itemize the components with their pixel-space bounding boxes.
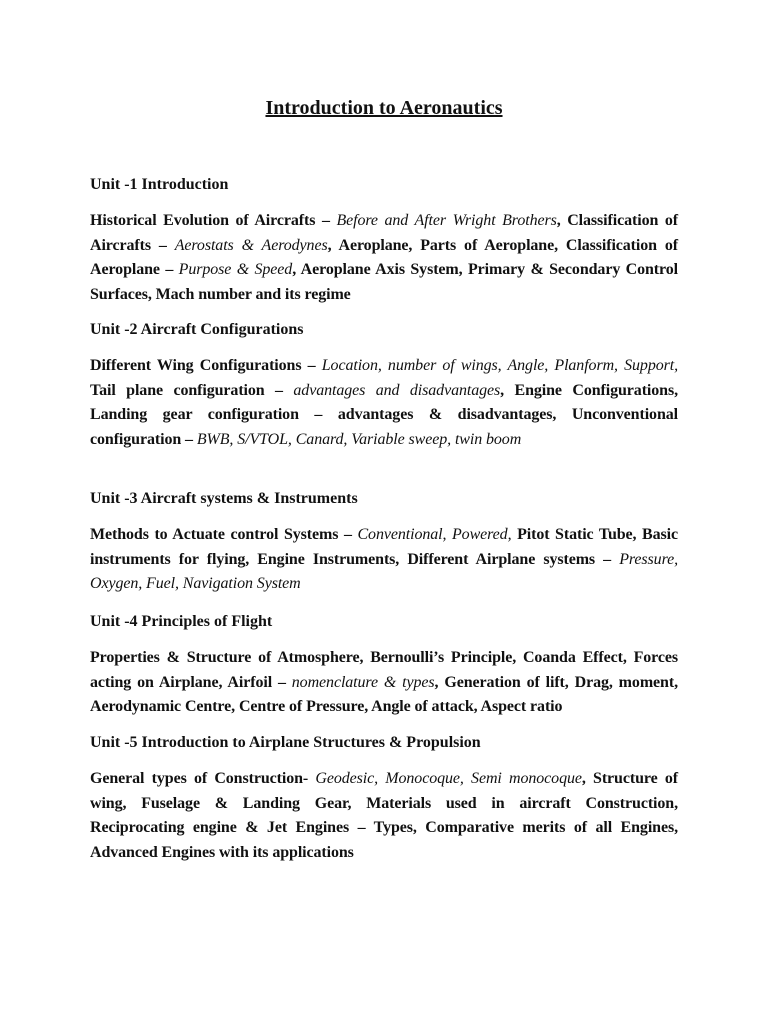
unit-heading: Unit -1 Introduction — [90, 176, 229, 193]
italic-text-run: Before and After Wright Brothers — [336, 212, 557, 229]
italic-text-run: Purpose & Speed — [178, 261, 293, 278]
text-run: , Classification of Aircrafts – — [90, 212, 678, 254]
unit-description — [90, 523, 678, 597]
unit-2 — [90, 320, 678, 452]
text-run: Historical Evolution of Aircrafts – — [90, 212, 337, 229]
unit-heading: Unit -2 Aircraft Configurations — [90, 321, 304, 338]
italic-text-run: Geodesic, Monocoque, Semi monocoque — [315, 770, 582, 787]
text-run: , Structure of wing, Fuselage & Landing Gear, Materials used in aircraft Construction, Reciprocating engine & Jet Engines – Types, Comparative merits of all Engines, Advanced Engines with its applications — [90, 770, 678, 861]
unit-heading: Unit -3 Aircraft systems & Instruments — [90, 490, 358, 507]
italic-text-run: Pressure, Oxygen, Fuel, Navigation System — [90, 550, 678, 592]
text-run: Pitot Static Tube, Basic instruments for flying, Engine Instruments, Different Airplane systems – — [90, 526, 678, 568]
unit-heading: Unit -5 Introduction to Airplane Structures & Propulsion — [90, 734, 481, 751]
text-run: , Engine Configurations, Landing gear configuration – advantages & disadvantages, Unconventional configuration – — [90, 381, 678, 448]
text-run: , Aeroplane, Parts of Aeroplane, Classification of Aeroplane – — [90, 236, 678, 278]
text-run: General types of Construction- — [90, 770, 316, 787]
unit-4 — [90, 612, 678, 720]
unit-description — [90, 646, 678, 720]
document-title: Introduction to Aeronautics — [265, 97, 503, 119]
italic-text-run: Conventional, Powered, — [357, 526, 512, 543]
text-run: Properties & Structure of Atmosphere, Bernoulli’s Principle, Coanda Effect, Forces acting on Airplane, Airfoil – — [90, 649, 678, 691]
text-run: Tail plane configuration – — [90, 381, 294, 399]
italic-text-run: Location, number of wings, Angle, Planform, Support, — [321, 357, 678, 374]
text-run: , Aeroplane Axis System, Primary & Secondary Control Surfaces, Mach number and its regime — [90, 261, 678, 303]
italic-text-run: Aerostats & Aerodynes — [174, 236, 328, 254]
italic-text-run: BWB, S/VTOL, Canard, Variable sweep, twin boom — [196, 430, 522, 448]
text-run: Methods to Actuate control Systems – — [90, 526, 358, 543]
italic-text-run: advantages and disadvantages — [293, 381, 501, 399]
text-run: Different Wing Configurations – — [90, 357, 322, 374]
unit-heading: Unit -4 Principles of Flight — [90, 613, 273, 630]
unit-5 — [90, 733, 678, 865]
unit-description — [90, 209, 678, 307]
unit-description — [90, 767, 678, 865]
italic-text-run: nomenclature & types — [291, 673, 435, 691]
text-run: , Generation of lift, Drag, moment, Aerodynamic Centre, Centre of Pressure, Angle of attack, Aspect ratio — [90, 673, 678, 715]
unit-3 — [90, 489, 678, 597]
unit-description — [90, 354, 678, 452]
unit-1 — [90, 175, 678, 307]
